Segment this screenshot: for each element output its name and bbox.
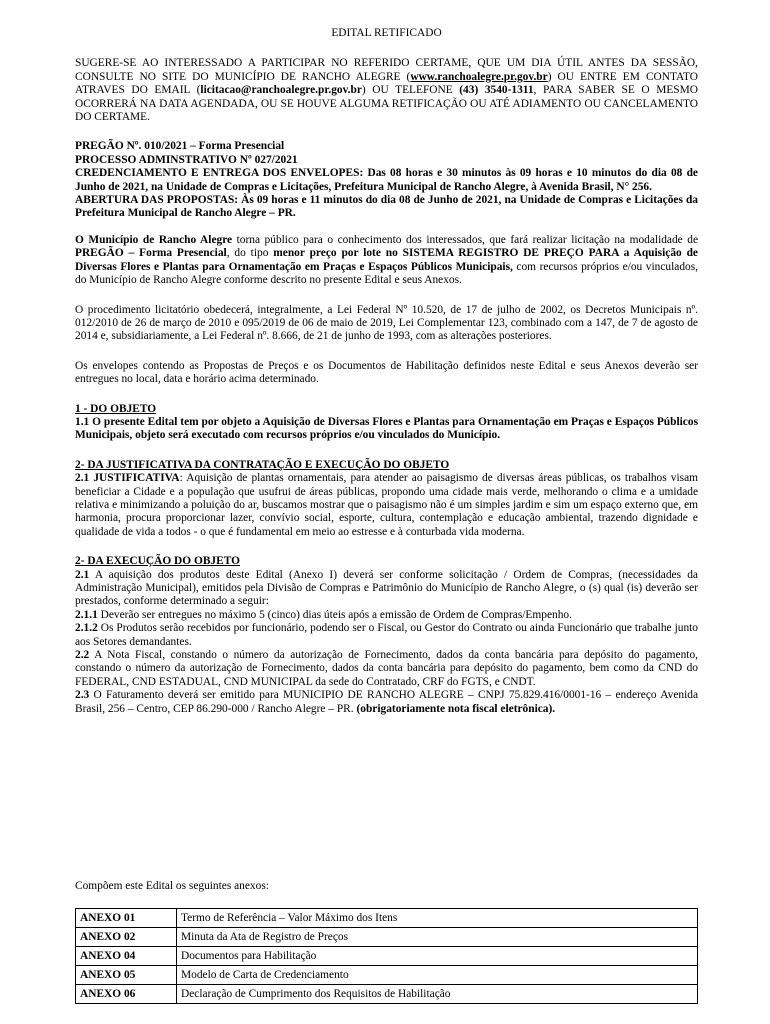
annexes-intro: Compõem este Edital os seguintes anexos: [75,880,269,892]
table-row [76,966,698,985]
table-row [76,985,698,1004]
section-heading-objeto: 1 - DO OBJETO [75,402,157,415]
item-2-1-2: 2.1.2 Os Produtos serão recebidos por funcionário, podendo ser o Fiscal, ou Gestor do Contrato ou ainda Funcionário que trabalhe junto aos Setores demandantes. [75,622,698,648]
annex-code: ANEXO 06 [76,985,177,1004]
annex-description: Modelo de Carta de Credenciamento [177,966,698,985]
objeto-paragraph: 1.1 O presente Edital tem por objeto a Aquisição de Diversas Flores e Plantas para Ornamentação em Praças e Espaços Públicos Municipais, objeto será executado com recursos próprios e/ou vinculados do Município. [75,415,698,442]
envelopes-paragraph: Os envelopes contendo as Propostas de Preços e os Documentos de Habilitação definidos neste Edital e seus Anexos deverão ser entregues no local, data e horário acima determinado. [75,359,698,386]
annex-description: Termo de Referência – Valor Máximo dos Itens [177,909,698,928]
annex-description: Documentos para Habilitação [177,947,698,966]
intro-paragraph: O Município de Rancho Alegre torna público para o conhecimento dos interessados, que fará realizar licitação na modalidade de PREGÃO – Forma Presencial, do tipo menor preço por lote no SISTEMA REGISTRO DE PREÇO PARA a Aquisição de Diversas Flores e Plantas para Ornamentação em Praças e Espaços Públicos Municipais, com recursos próprios e/ou vinculados, do Município de Rancho Alegre conforme descrito no presente Edital e seus Anexos. [75,233,699,287]
section-heading-execucao: 2- DA EXECUÇÃO DO OBJETO [75,555,240,568]
annex-code: ANEXO 04 [76,947,177,966]
annex-table [75,908,698,1004]
document-page [75,27,698,716]
notice-paragraph [75,57,698,124]
email-address[interactable]: licitacao@ranchoalegre.pr.gov.br [200,84,362,97]
item-2-1: 2.1 A aquisição dos produtos deste Edital (Anexo I) deverá ser conforme solicitação / Ordem de Compras, (necessidades da Administração Municipal), emitidos pela Divisão de Compras e Patrimônio do Município de Rancho Alegre, o (s) qual (is) deverão ser prestados, conforme determinado a seguir: [75,568,698,608]
table-row [76,947,698,966]
annex-description: Declaração de Cumprimento dos Requisitos de Habilitação [177,985,698,1004]
annex-code: ANEXO 05 [76,966,177,985]
notice-text-3: ) OU TELEFONE [361,84,460,97]
annex-code: ANEXO 01 [76,909,177,928]
legal-paragraph: O procedimento licitatório obedecerá, integralmente, a Lei Federal Nº 10.520, de 17 de julho de 2002, os Decretos Municipais nº. 012/2010 de 26 de março de 2010 e 095/2019 de 06 de maio de 2019, Lei Complementar 123, combinado com a 147, de 7 de agosto de 2014 e, subsidiariamente, a Lei Federal nº. 8.666, de 21 de junho de 1993, com as alterações posteriores. [75,303,698,343]
website-link[interactable]: www.ranchoalegre.pr.gov.br [410,70,548,83]
section-heading-justificativa: 2- DA JUSTIFICATIVA DA CONTRATAÇÃO E EXECUÇÃO DO OBJETO [75,458,450,471]
phone-number: (43) 3540-1311 [459,84,534,97]
credenciamento-line: CREDENCIAMENTO E ENTREGA DOS ENVELOPES: Das 08 horas e 30 minutos às 09 horas e 10 minutos do dia 08 de Junho de 2021, na Unidade de Compras e Licitações, Prefeitura Municipal de Rancho Alegre, à Avenida Brasil, N° 256. [75,167,698,193]
annex-code: ANEXO 02 [76,928,177,947]
document-title: EDITAL RETIFICADO [331,27,442,39]
annex-description: Minuta da Ata de Registro de Preços [177,928,698,947]
table-row [76,909,698,928]
item-2-2: 2.2 A Nota Fiscal, constando o número da autorização de Fornecimento, dados da conta bancária para depósito do pagamento, constando o número da autorização de Fornecimento, dados da conta bancária para depósito do pagamento, bem como da CND do FEDERAL, CND ESTADUAL, CND MUNICIPAL da sede do Contratado, CRF do FGTS, e CNDT. [75,649,698,688]
item-2-1-1: 2.1.1 Deverão ser entregues no máximo 5 (cinco) dias úteis após a emissão de Ordem de Compras/Empenho. [75,608,572,621]
notice-text-1: SUGERE-SE AO INTERESSADO A PARTICIPAR NO REFERIDO CERTAME, QUE UM DIA ÚTIL ANTES DA SESSÃO, CONSULTE NO SITE DO MUNICÍPIO DE RANCHO ALEGRE ( [75,57,698,83]
processo-line: PROCESSO ADMINSTRATIVO Nº 027/2021 [75,153,298,166]
abertura-line: ABERTURA DAS PROPOSTAS: Às 09 horas e 11 minutos do dia 08 de Junho de 2021, na Unidade de Compras e Licitações da Prefeitura Municipal de Rancho Alegre – PR. [75,194,698,220]
table-row [76,928,698,947]
pregao-line: PREGÃO Nº. 010/2021 – Forma Presencial [75,140,285,153]
notice-text-2: ) OU ENTRE EM CONTATO ATRAVES DO EMAIL ( [75,70,698,97]
notice-text-4: , PARA SABER SE O MESMO OCORRERÁ NA DATA AGENDADA, OU SE HOUVE ALGUMA RETIFICAÇÃO OU ATÉ ADIAMENTO OU CANCELAMENTO DO CERTAME. [75,84,698,124]
justificativa-paragraph: 2.1 JUSTIFICATIVA: Aquisição de plantas ornamentais, para atender ao paisagismo de diversas áreas públicas, os trabalhos visam beneficiar a Cidade e a população que usufrui de áreas públicas, propondo uma cidade mais verde, melhorando o clima e a umidade relativa e minimizando a poluição do ar, buscamos mostrar que o paisagismo não é um simples jardim e sim um espaço externo que, em harmonia, procura proporcionar lazer, convívio social, esporte, cultura, contemplação e educação ambiental, trazendo dignidade e qualidade de vida a todos - o que é fundamental em meio ao estresse e à conturbada vida moderna. [75,472,699,538]
item-2-3: 2.3 O Faturamento deverá ser emitido para MUNICIPIO DE RANCHO ALEGRE – CNPJ 75.829.416/0001-16 – endereço Avenida Brasil, 256 – Centro, CEP 86.290-000 / Rancho Alegre – PR. (obrigatoriamente nota fiscal eletrônica). [75,689,698,715]
